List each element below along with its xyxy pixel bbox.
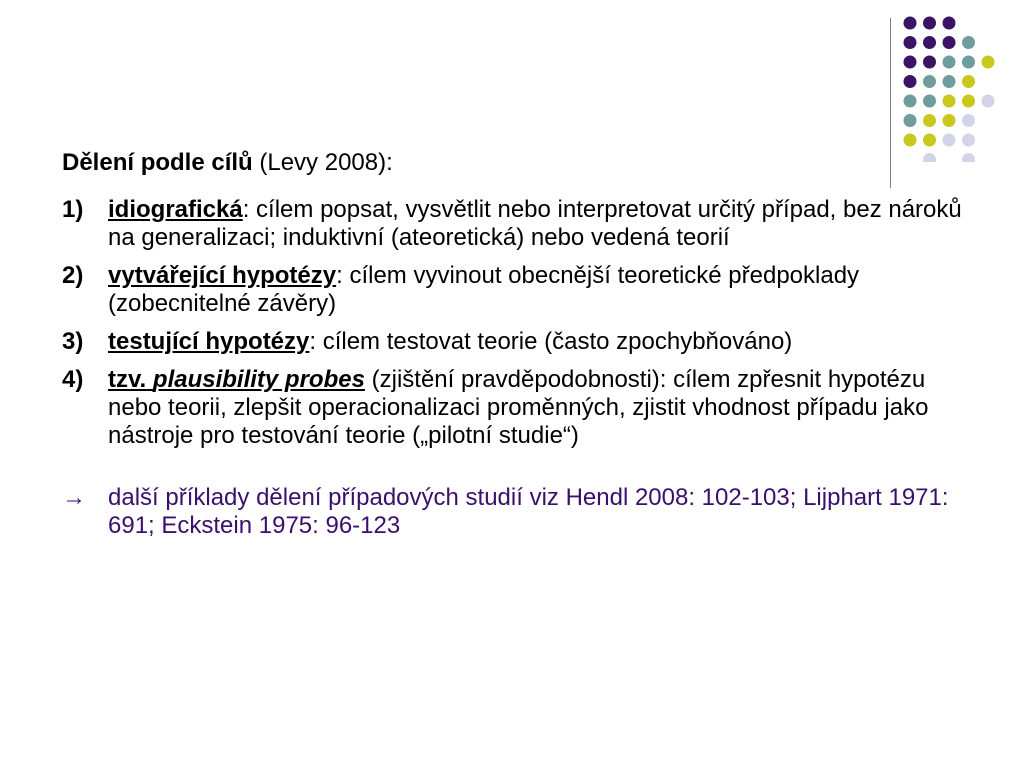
list-item bbox=[62, 366, 967, 450]
slide-heading bbox=[62, 148, 967, 178]
decorative-dot bbox=[904, 17, 917, 30]
heading-citation: (Levy 2008): bbox=[252, 149, 393, 176]
decorative-dot bbox=[943, 95, 956, 108]
decorative-dot bbox=[923, 95, 936, 108]
item-term-prefix: tzv. bbox=[108, 366, 147, 393]
decorative-dot-grid bbox=[895, 12, 1015, 162]
item-term-italic: plausibility probes bbox=[152, 366, 365, 393]
decorative-dot bbox=[923, 56, 936, 69]
item-description: : cílem testovat teorie (často zpochybňováno) bbox=[309, 328, 793, 355]
decorative-dot bbox=[943, 75, 956, 88]
decorative-dot bbox=[923, 134, 936, 147]
further-examples-note bbox=[62, 484, 967, 540]
decorative-dot bbox=[923, 36, 936, 49]
goal-list bbox=[62, 196, 967, 450]
decorative-dot bbox=[943, 36, 956, 49]
decorative-dot bbox=[923, 75, 936, 88]
decorative-dot bbox=[904, 134, 917, 147]
item-term: vytvářející hypotézy bbox=[108, 262, 337, 289]
item-number: 1) bbox=[62, 196, 84, 223]
item-term: idiografická bbox=[108, 196, 243, 223]
decorative-dot bbox=[962, 36, 975, 49]
decorative-dot bbox=[943, 17, 956, 30]
item-text bbox=[108, 262, 967, 318]
item-description: : cílem popsat, vysvětlit nebo interpretovat určitý případ, bez nároků na generalizaci; induktivní (ateoretická) nebo vedená teorií bbox=[108, 196, 962, 251]
item-number: 3) bbox=[62, 328, 84, 355]
heading-bold: Dělení podle cílů bbox=[62, 149, 253, 176]
list-item bbox=[62, 262, 967, 318]
decorative-dot bbox=[962, 95, 975, 108]
list-item bbox=[62, 196, 967, 252]
list-item bbox=[62, 328, 967, 356]
arrow-icon: → bbox=[62, 484, 86, 511]
decorative-dot bbox=[904, 75, 917, 88]
decorative-dot bbox=[904, 114, 917, 127]
item-text bbox=[108, 196, 967, 252]
item-description: (zjištění pravděpodobnosti): cílem zpřesnit hypotézu nebo teorii, zlepšit operacionalizaci proměnných, zjistit vhodnost případu jako nástroje pro testování teorie („pilotní studie“) bbox=[108, 366, 929, 449]
decorative-dot bbox=[943, 134, 956, 147]
item-number: 2) bbox=[62, 262, 84, 289]
item-text bbox=[108, 366, 967, 450]
decorative-dot bbox=[982, 95, 995, 108]
item-description: : cílem vyvinout obecnější teoretické předpoklady (zobecnitelné závěry) bbox=[108, 262, 860, 317]
decorative-dot bbox=[982, 56, 995, 69]
decorative-dot bbox=[904, 56, 917, 69]
item-term: testující hypotézy bbox=[108, 328, 310, 355]
decorative-dot bbox=[962, 75, 975, 88]
decorative-dot bbox=[904, 36, 917, 49]
item-text bbox=[108, 328, 967, 356]
decorative-dot bbox=[962, 134, 975, 147]
slide-body bbox=[62, 148, 967, 540]
item-number: 4) bbox=[62, 366, 84, 393]
decorative-dot bbox=[943, 114, 956, 127]
decorative-dot bbox=[962, 114, 975, 127]
decorative-dot bbox=[904, 95, 917, 108]
decorative-dot bbox=[923, 17, 936, 30]
decorative-dot bbox=[943, 56, 956, 69]
note-text: další příklady dělení případových studií viz Hendl 2008: 102-103; Lijphart 1971: 691; Eckstein 1975: 96-123 bbox=[108, 484, 949, 539]
decorative-dot bbox=[962, 56, 975, 69]
decorative-dot bbox=[923, 114, 936, 127]
